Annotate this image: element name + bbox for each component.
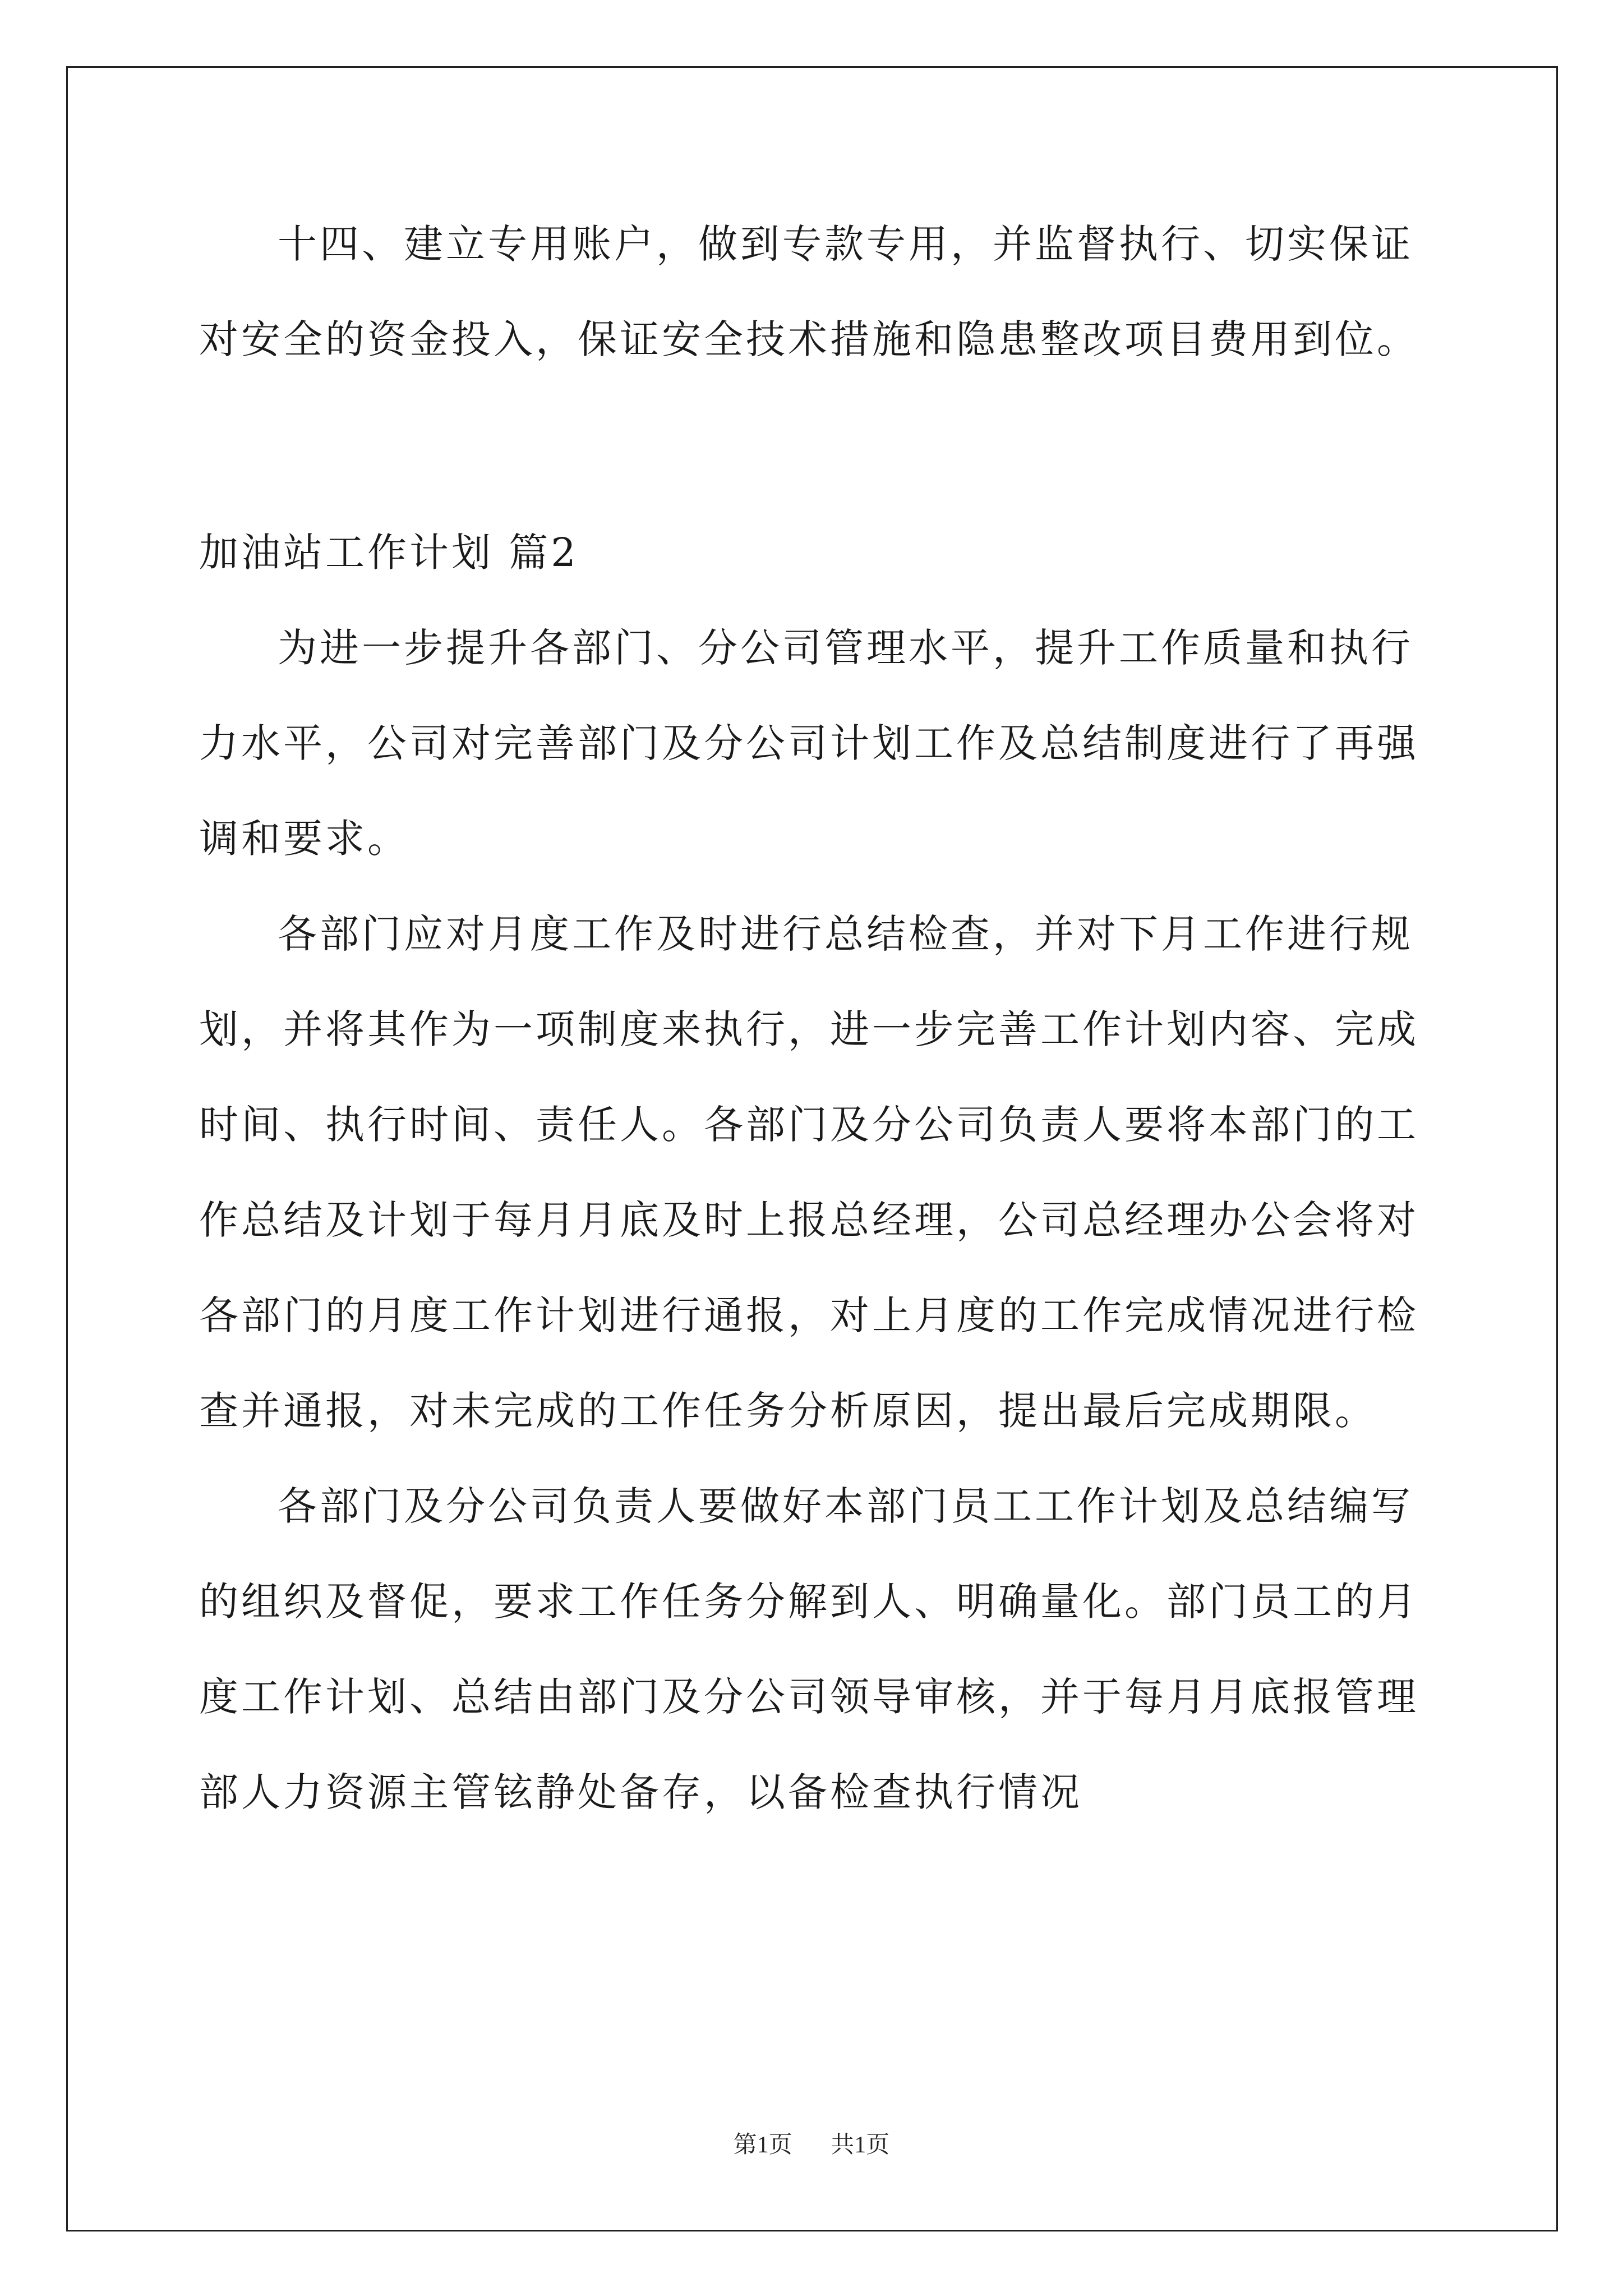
- page-total: 共1页: [831, 2132, 890, 2158]
- page-footer: [0, 2126, 1623, 2160]
- paragraph-monthly-review: 各部门应对月度工作及时进行总结检查，并对下月工作进行规划，并将其作为一项制度来执行，进一步完善工作计划内容、完成时间、执行时间、责任人。各部门及分公司负责人要将本部门的工作总结及计划于每月月底及时上报总经理，公司总经理办公会将对各部门的月度工作计划进行通报，对上月度的工作完成情况进行检查并通报，对未完成的工作任务分析原因，提出最后完成期限。: [199, 911, 1419, 1434]
- document-body: [199, 208, 1433, 1840]
- paragraph-intro: 为进一步提升各部门、分公司管理水平，提升工作质量和执行力水平，公司对完善部门及分公司计划工作及总结制度进行了再强调和要求。: [199, 625, 1419, 862]
- page-number: 第1页: [733, 2132, 792, 2158]
- paragraph-safety-funds: 十四、建立专用账户，做到专款专用，并监督执行、切实保证对安全的资金投入，保证安全技术措施和隐患整改项目费用到位。: [199, 221, 1419, 362]
- paragraph-staff-plans: 各部门及分公司负责人要做好本部门员工工作计划及总结编写的组织及督促，要求工作任务分解到人、明确量化。部门员工的月度工作计划、总结由部门及分公司领导审核，并于每月月底报管理部人力资源主管铉静处备存，以备检查执行情况: [199, 1483, 1419, 1815]
- section-heading: 加油站工作计划 篇2: [199, 530, 579, 576]
